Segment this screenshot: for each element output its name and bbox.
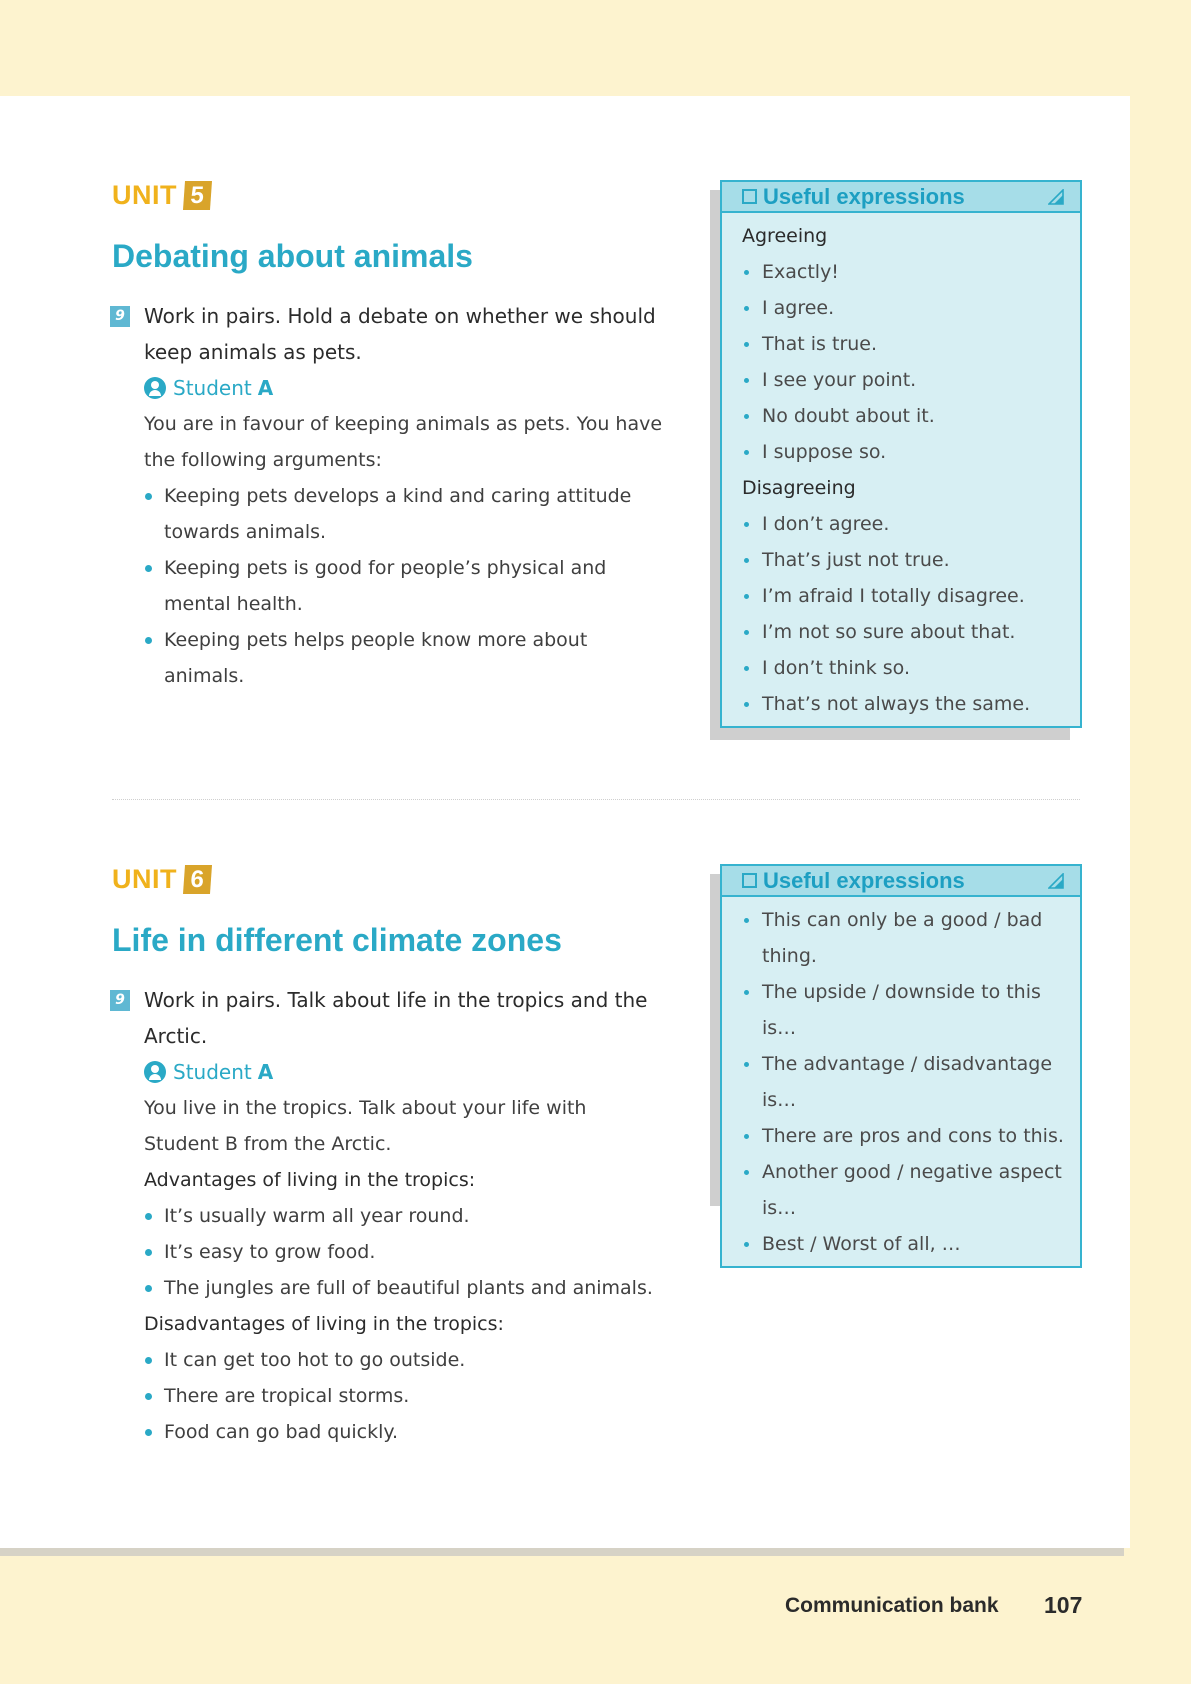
unit-label	[112, 180, 211, 211]
list-item: I suppose so.	[742, 434, 1066, 470]
page	[0, 96, 1130, 1548]
unit-title: Life in different climate zones	[112, 922, 562, 958]
list-item: That is true.	[742, 326, 1066, 362]
unit-title: Debating about animals	[112, 238, 473, 274]
disadvantages-heading: Disadvantages of living in the tropics:	[144, 1313, 504, 1335]
unit-6-section	[0, 780, 1130, 1540]
checkbox-icon	[742, 189, 757, 204]
list-item: This can only be a good / bad thing.	[742, 902, 1066, 974]
role-intro: You live in the tropics. Talk about your life with Student B from the Arctic.	[144, 1097, 587, 1155]
unit-label	[112, 864, 211, 895]
student-icon	[144, 377, 166, 399]
disagreeing-list	[742, 506, 1066, 722]
page-number: 107	[1044, 1592, 1083, 1618]
expressions-list	[742, 902, 1066, 1262]
corner-triangle-icon	[1048, 189, 1064, 205]
useful-expressions-title: Useful expressions	[763, 867, 965, 893]
task-instruction: Work in pairs. Hold a debate on whether we should keep animals as pets.	[144, 304, 656, 364]
list-item: There are tropical storms.	[144, 1378, 690, 1414]
agreeing-list	[742, 254, 1066, 470]
unit-5-section	[0, 96, 1130, 856]
list-item: It’s usually warm all year round.	[144, 1198, 690, 1234]
list-item: The advantage / disadvantage is…	[742, 1046, 1066, 1118]
student-prefix: Student	[173, 1060, 252, 1084]
useful-expressions-box	[720, 180, 1082, 728]
unit-number-badge: 5	[183, 181, 212, 210]
useful-expressions-box	[720, 864, 1082, 1268]
list-item: I don’t think so.	[742, 650, 1066, 686]
role-intro: You are in favour of keeping animals as pets. You have the following arguments:	[144, 413, 663, 471]
task	[110, 298, 670, 694]
list-item: That’s not always the same.	[742, 686, 1066, 722]
useful-expressions-title: Useful expressions	[763, 183, 965, 209]
list-item: No doubt about it.	[742, 398, 1066, 434]
list-item: That’s just not true.	[742, 542, 1066, 578]
useful-expressions-header	[722, 182, 1080, 213]
corner-triangle-icon	[1048, 873, 1064, 889]
list-item: Best / Worst of all, …	[742, 1226, 1066, 1262]
list-item: Keeping pets develops a kind and caring attitude towards animals.	[144, 478, 670, 550]
advantages-heading: Advantages of living in the tropics:	[144, 1169, 476, 1191]
page-shadow	[0, 1548, 1124, 1556]
list-item: The jungles are full of beautiful plants and animals.	[144, 1270, 690, 1306]
useful-expressions-body	[722, 213, 1080, 726]
task	[110, 982, 690, 1450]
unit-number-badge: 6	[183, 865, 212, 894]
student-icon	[144, 1061, 166, 1083]
useful-expressions-body	[722, 897, 1080, 1266]
list-item: It can get too hot to go outside.	[144, 1342, 690, 1378]
list-item: I’m not so sure about that.	[742, 614, 1066, 650]
list-item: I don’t agree.	[742, 506, 1066, 542]
advantages-list	[144, 1198, 690, 1306]
student-letter: A	[257, 376, 274, 400]
unit-word: UNIT	[112, 864, 177, 894]
useful-expressions-header	[722, 866, 1080, 897]
student-prefix: Student	[173, 376, 252, 400]
list-item: Another good / negative aspect is…	[742, 1154, 1066, 1226]
student-role	[144, 370, 670, 406]
footer-section-label: Communication bank	[785, 1594, 999, 1617]
list-item: Food can go bad quickly.	[144, 1414, 690, 1450]
task-instruction: Work in pairs. Talk about life in the tropics and the Arctic.	[144, 988, 648, 1048]
checkbox-icon	[742, 873, 757, 888]
list-item: The upside / downside to this is…	[742, 974, 1066, 1046]
disadvantages-list	[144, 1342, 690, 1450]
list-item: There are pros and cons to this.	[742, 1118, 1066, 1154]
list-item: I agree.	[742, 290, 1066, 326]
list-item: I’m afraid I totally disagree.	[742, 578, 1066, 614]
argument-list	[144, 478, 670, 694]
student-letter: A	[257, 1060, 274, 1084]
list-item: Exactly!	[742, 254, 1066, 290]
task-number-badge: 9	[110, 990, 130, 1011]
task-body	[144, 1054, 690, 1450]
list-item: I see your point.	[742, 362, 1066, 398]
task-number-badge: 9	[110, 306, 130, 327]
unit-word: UNIT	[112, 180, 177, 210]
student-role	[144, 1054, 690, 1090]
task-body	[144, 370, 670, 694]
disagreeing-heading: Disagreeing	[742, 477, 856, 499]
list-item: Keeping pets helps people know more about animals.	[144, 622, 670, 694]
list-item: It’s easy to grow food.	[144, 1234, 690, 1270]
page-footer	[0, 1594, 1191, 1624]
list-item: Keeping pets is good for people’s physical and mental health.	[144, 550, 670, 622]
agreeing-heading: Agreeing	[742, 225, 828, 247]
